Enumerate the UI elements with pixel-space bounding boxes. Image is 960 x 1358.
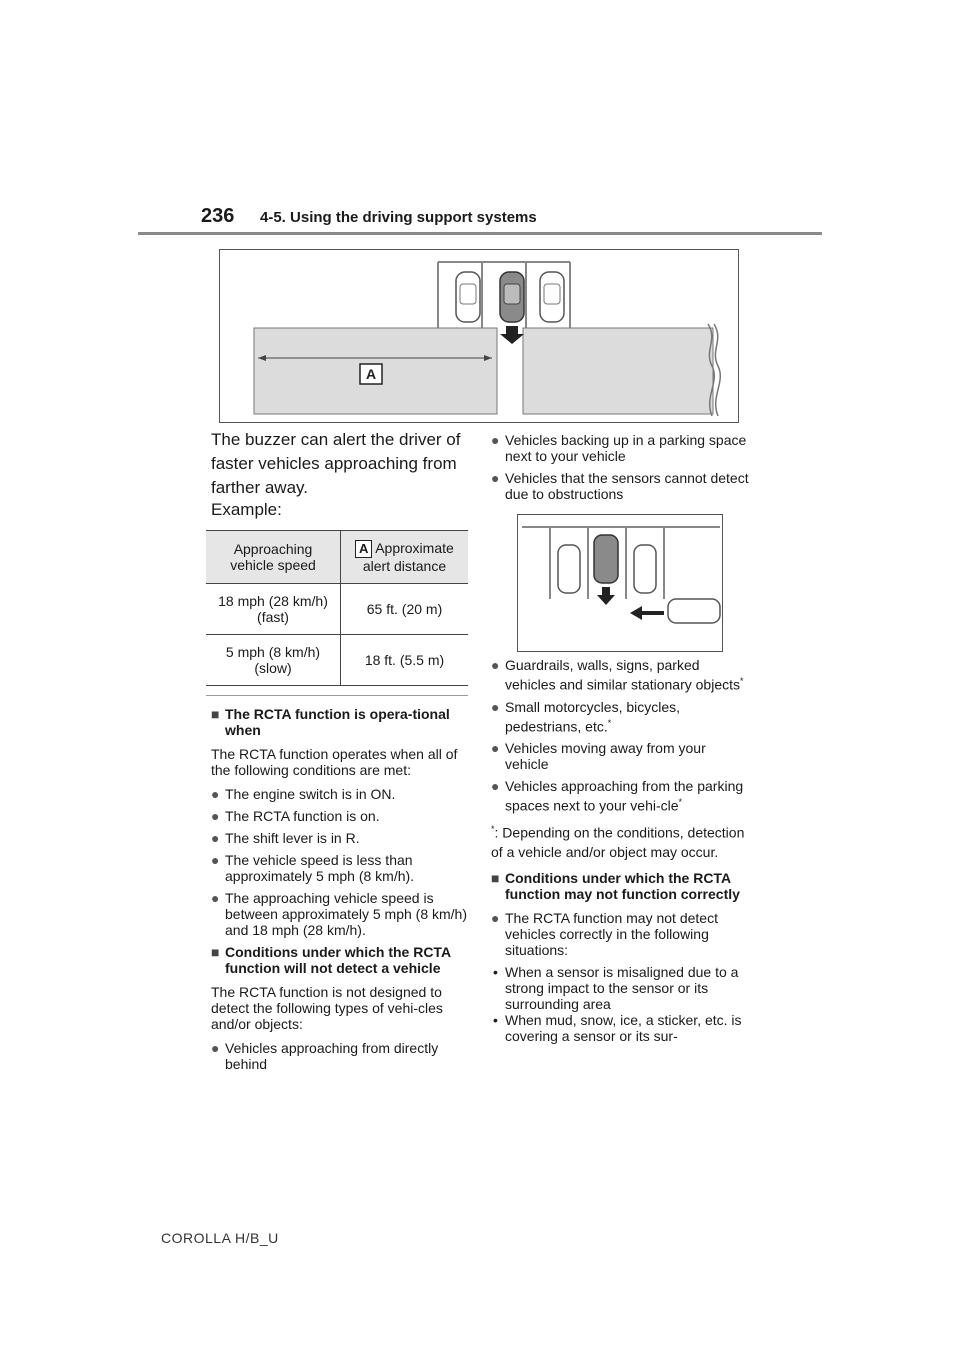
list-item: ● Small motorcycles, bicycles, pedestrians, etc.* — [491, 698, 681, 735]
footnote: *: Depending on the conditions, detection of a vehicle and/or object may occur. — [491, 823, 745, 860]
section-title: 4-5. Using the driving support systems — [260, 209, 537, 226]
list-item: ● Vehicles that the sensors cannot detect due to obstructions — [491, 470, 749, 502]
cell-distance: 18 ft. (5.5 m) — [341, 635, 469, 686]
list-item: ● The engine switch is in ON. — [211, 786, 396, 802]
table-row — [206, 584, 468, 635]
list-item: ● The vehicle speed is less than approximately 5 mph (8 km/h). — [211, 852, 415, 884]
cell-distance: 65 ft. (20 m) — [341, 584, 469, 635]
rcta-detection-diagram — [219, 249, 739, 423]
paragraph: The RCTA function is not designed to detect the following types of vehi-cles and/or objects: — [211, 984, 443, 1032]
left-column — [211, 706, 473, 1078]
own-car — [500, 272, 524, 322]
list-item: ● Vehicles backing up in a parking space next to your vehicle — [491, 432, 747, 464]
list-item: ● Vehicles moving away from your vehicle — [491, 740, 706, 773]
cell-speed: 5 mph (8 km/h) (slow) — [206, 635, 341, 686]
list-item: ● Vehicles approaching from directly behind — [211, 1040, 439, 1072]
list-item: ● Guardrails, walls, signs, parked vehicles and similar stationary objects* — [491, 657, 744, 693]
heading-may-not-function: ■ Conditions under which the RCTA function may not function correctly — [491, 869, 740, 902]
obstruction-diagram — [517, 514, 723, 652]
page-number: 236 — [201, 205, 235, 227]
header-divider — [138, 232, 822, 235]
heading-operational: ■ The RCTA function is opera-tional when — [211, 706, 450, 738]
list-item: ● The RCTA function may not detect vehicles correctly in the following situations: — [491, 909, 718, 958]
svg-text:A: A — [365, 366, 377, 382]
section-divider — [206, 695, 468, 696]
list-item: ● The approaching vehicle speed is between approximately 5 mph (8 km/h) and 18 mph (28 km/h). — [211, 890, 467, 938]
heading-will-not-detect: ■ Conditions under which the RCTA function will not detect a vehicle — [211, 944, 451, 976]
label-a-badge: A — [355, 540, 372, 558]
list-item: ● Vehicles approaching from the parking spaces next to your vehi-cle* — [491, 778, 744, 814]
obstruction-illustration — [518, 515, 724, 653]
sub-list-item: • When a sensor is misaligned due to a strong impact to the sensor or its surrounding area — [493, 963, 739, 1012]
parked-car-left — [456, 272, 480, 322]
parking-lot-illustration — [220, 250, 740, 424]
model-footer: COROLLA H/B_U — [161, 1230, 279, 1246]
intro-text: The buzzer can alert the driver of faster vehicles approaching from farther away. — [211, 430, 461, 497]
list-item: ● The RCTA function is on. — [211, 808, 380, 824]
sub-list-item: • When mud, snow, ice, a sticker, etc. is covering a sensor or its sur- — [493, 1011, 742, 1044]
list-item: ● The shift lever is in R. — [211, 830, 360, 846]
paragraph: The RCTA function operates when all of the following conditions are met: — [211, 746, 458, 778]
table-header-row — [206, 531, 468, 584]
table-row — [206, 635, 468, 686]
col-header-distance: A Approximate alert distance — [341, 531, 469, 584]
right-column-bottom — [491, 657, 753, 1044]
cell-speed: 18 mph (28 km/h) (fast) — [206, 584, 341, 635]
col-header-speed: Approaching vehicle speed — [206, 531, 341, 584]
example-label: Example: — [211, 500, 282, 519]
parked-car-right — [540, 272, 564, 322]
right-column-top — [491, 432, 753, 508]
alert-distance-table — [206, 530, 468, 686]
